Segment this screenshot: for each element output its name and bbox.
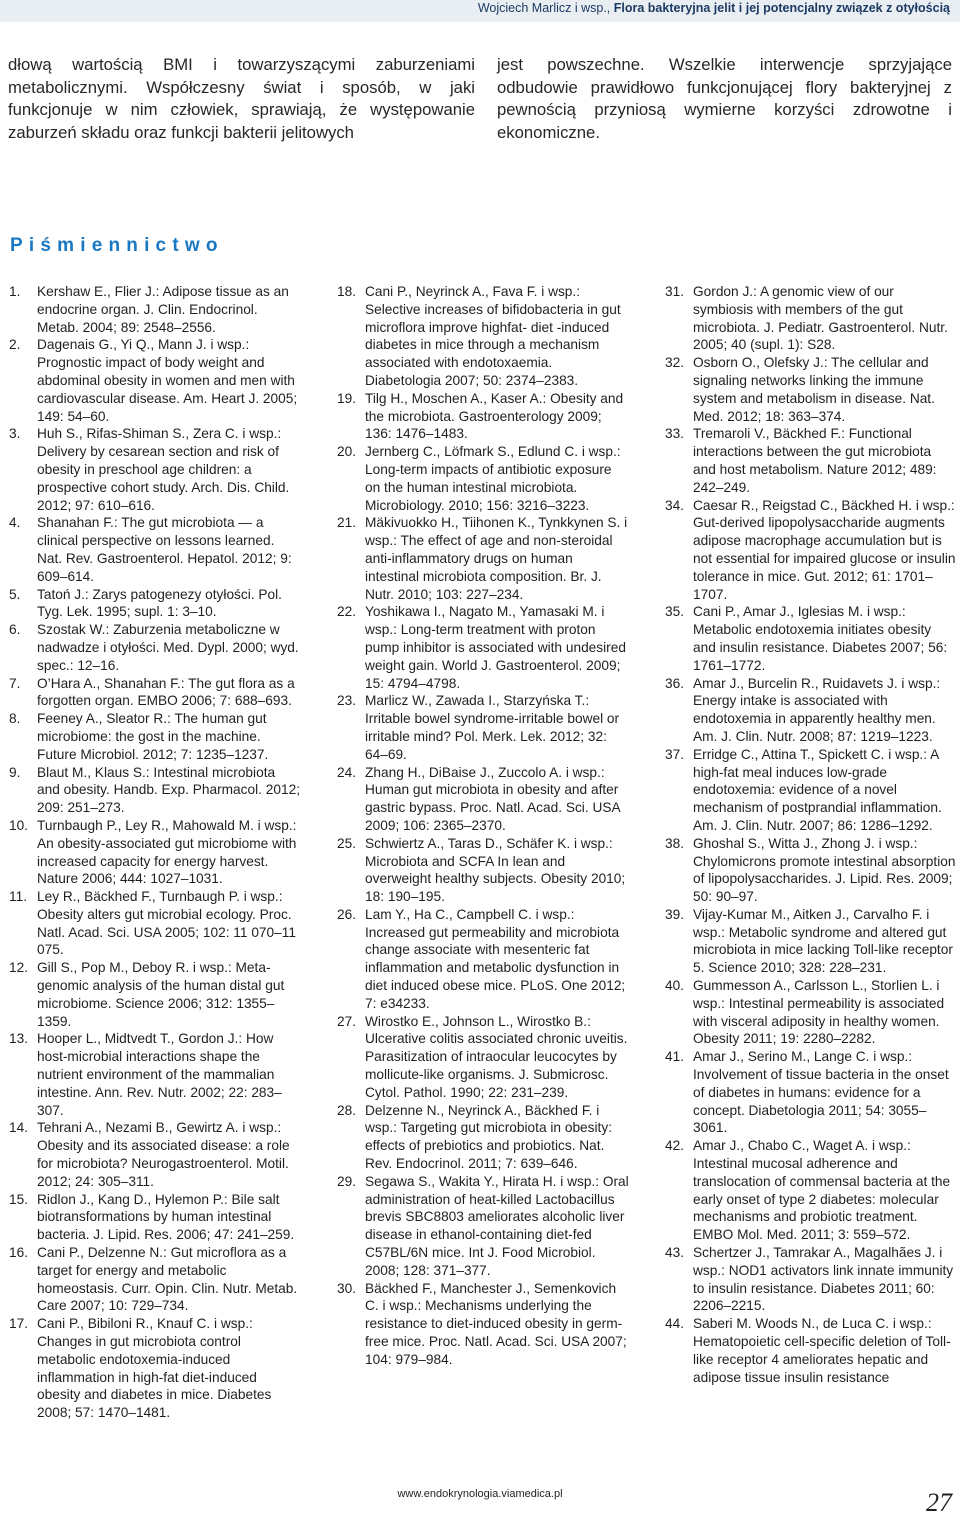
reference-text: O’Hara A., Shanahan F.: The gut flora as a forgotten organ. EMBO 2006; 7: 688–693. [37,675,295,709]
reference-number: 19. [337,390,357,406]
reference-number: 13. [9,1031,29,1047]
reference-text: Cani P., Delzenne N.: Gut microflora as a target for energy and metabolic homeostasis. Curr. Opin. Clin. Nutr. Metab. Care 2007; 10: 729–734. [37,1245,298,1314]
reference-item [337,390,629,443]
intro-text [8,54,952,144]
reference-item [337,906,629,1013]
references-column-3 [665,283,957,1422]
reference-item [665,603,957,674]
reference-item [9,1315,301,1422]
reference-item [665,675,957,746]
reference-number: 35. [665,604,685,620]
reference-item [9,1191,301,1244]
footer-url: www.endokrynologia.viamedica.pl [397,1488,563,1500]
reference-item [665,425,957,496]
reference-item [337,1173,629,1280]
reference-number: 18. [337,284,357,299]
reference-number: 1. [9,284,21,299]
reference-text: Gill S., Pop M., Deboy R. i wsp.: Meta-genomic analysis of the human distal gut microbiome. Science 2006; 312: 1355–1359. [37,960,285,1029]
header-authors: Wojciech Marlicz i wsp., [477,1,611,15]
reference-number: 21. [337,515,357,531]
reference-text: Vijay-Kumar M., Aitken J., Carvalho F. i wsp.: Metabolic syndrome and altered gut microbiota in mice lacking Toll-like receptor 5. Science 2010; 328: 228–231. [693,906,953,976]
reference-item [9,959,301,1030]
reference-text: Huh S., Rifas-Shiman S., Zera C. i wsp.: Delivery by cesarean section and risk of obesity in preschool age children: a prospective cohort study. Arch. Dis. Child. 2012; 97: 610–616. [37,426,290,513]
reference-number: 12. [9,960,29,976]
reference-text: Ley R., Bäckhed F., Turnbaugh P. i wsp.: Obesity alters gut microbial ecology. Proc. Natl. Acad. Sci. USA 2005; 102: 11 070–11 075. [37,889,296,958]
reference-item [9,1119,301,1190]
reference-item [9,888,301,959]
reference-text: Saberi M. Woods N., de Luca C. i wsp.: Hematopoietic cell-specific deletion of Toll-like receptor 4 ameliorates hepatic and adipose tissue insulin resistance [693,1316,951,1385]
reference-item [337,692,629,763]
reference-number: 22. [337,604,357,620]
reference-item [665,1048,957,1137]
reference-text: Cani P., Neyrinck A., Fava F. i wsp.: Selective increases of bifidobacteria in gut microflora improve highfat- diet -induced diabetes in mice through a mechanism associated with endotoxaemia. Diabetologia 2007; 50: 2374–2383. [365,284,621,388]
reference-text: Delzenne N., Neyrinck A., Bäckhed F. i wsp.: Targeting gut microbiota in obesity: effects of prebiotics and probiotics. Nat. Rev. Endocrinol. 2011; 7: 639–646. [365,1102,613,1172]
reference-text: Mäkivuokko H., Tiihonen K., Tynkkynen S. i wsp.: The effect of age and non-steroidal anti-inflammatory drugs on human intestinal microbiota composition. Br. J. Nutr. 2010; 103: 227–234. [365,515,628,602]
reference-item [9,621,301,674]
reference-text: Hooper L., Midtvedt T., Gordon J.: How host-microbial interactions shape the nutrient environment of the mammalian intestine. Ann. Rev. Nutr. 2002; 22: 283–307. [37,1031,282,1118]
reference-item [9,586,301,622]
reference-item [337,283,629,390]
references-column-2 [337,283,629,1422]
running-header [0,0,960,22]
reference-number: 26. [337,906,357,922]
reference-text: Segawa S., Wakita Y., Hirata H. i wsp.: Oral administration of heat-killed Lactobacillus brevis SBC8803 ameliorates alcoholic liver disease in ethanol-containing diet-fed C57BL/6N mice. Int J. Food Microbiol. 2008; 128: 371–377. [365,1173,629,1278]
reference-number: 11. [9,889,28,905]
reference-number: 10. [9,817,29,833]
reference-item [665,977,957,1048]
reference-number: 7. [9,675,21,691]
reference-text: Blaut M., Klaus S.: Intestinal microbiota and obesity. Handb. Exp. Pharmacol. 2012; 209: 251–273. [37,764,301,816]
reference-item [337,1280,629,1369]
reference-number: 32. [665,355,685,371]
reference-text: Ridlon J., Kang D., Hylemon P.: Bile salt biotransformations by human intestinal bacteria. J. Lipid. Res. 2006; 47: 241–259. [37,1191,295,1243]
reference-number: 42. [665,1138,685,1154]
reference-item [337,514,629,603]
reference-number: 36. [665,675,685,691]
reference-text: Szostak W.: Zaburzenia metaboliczne w nadwadze i otyłości. Med. Dypl. 2000; wyd. spec.: 12–16. [37,622,299,673]
reference-text: Amar J., Burcelin R., Ruidavets J. i wsp.: Energy intake is associated with endotoxemia in apparently healthy men. Am. J. Clin. Nutr. 2008; 87: 1219–1223. [693,675,941,744]
reference-number: 31. [665,284,685,299]
reference-item [9,817,301,888]
reference-text: Bäckhed F., Manchester J., Semenkovich C. i wsp.: Mechanisms underlying the resistance to diet-induced obesity in germ-free mice. Proc. Natl. Acad. Sci. USA 2007; 104: 979–984. [365,1280,627,1367]
reference-text: Zhang H., DiBaise J., Zuccolo A. i wsp.: Human gut microbiota in obesity and after gastric bypass. Proc. Natl. Acad. Sci. USA 2009; 106: 2365–2370. [365,764,620,833]
reference-number: 3. [9,426,21,442]
reference-number: 17. [9,1316,29,1332]
reference-item [9,425,301,514]
reference-number: 23. [337,693,357,709]
reference-text: Schwiertz A., Taras D., Schäfer K. i wsp.: Microbiota and SCFA In lean and overweight healthy subjects. Obesity 2010; 18: 190–195. [365,835,626,905]
reference-number: 25. [337,835,357,851]
reference-text: Tatoń J.: Zarys patogenezy otyłości. Pol. Tyg. Lek. 1995; supl. 1: 3–10. [37,586,282,620]
reference-text: Amar J., Chabo C., Waget A. i wsp.: Intestinal mucosal adherence and translocation of commensal bacteria at the early onset of type 2 diabetes: molecular mechanisms and probiotic treatment. EMBO Mol. Med. 2011; 3: 559–572. [693,1138,951,1243]
reference-item [665,283,957,354]
reference-item [9,675,301,711]
reference-number: 14. [9,1120,29,1136]
reference-number: 30. [337,1280,357,1296]
reference-number: 9. [9,764,21,780]
reference-item [9,283,301,336]
reference-text: Osborn O., Olefsky J.: The cellular and signaling networks linking the immune system and metabolism in disease. Nat. Med. 2012; 18: 363–374. [693,355,935,424]
intro-left-column: dłową wartością BMI i towarzyszącymi zaburzeniami metabolicznymi. Współczesny świat i sposób, w jaki funkcjonuje w nim człowiek, sprawiają, że występowanie zaburzeń składu oraz funkcji bakterii jelitowych [8,55,475,142]
reference-text: Gummesson A., Carlsson L., Storlien L. i wsp.: Intestinal permeability is associated with visceral adiposity in healthy women. Obesity 2011; 19: 2280–2282. [693,978,945,1047]
reference-number: 44. [665,1316,685,1332]
reference-text: Dagenais G., Yi Q., Mann J. i wsp.: Prognostic impact of body weight and abdominal obesity in women and men with cardiovascular disease. Am. Heart J. 2005; 149: 54–60. [37,337,298,424]
reference-number: 27. [337,1013,357,1029]
reference-number: 29. [337,1173,357,1189]
reference-number: 34. [665,497,685,513]
reference-text: Marlicz W., Zawada I., Starzyńska T.: Irritable bowel syndrome-irritable bowel or irritable mind? Pol. Merk. Lek. 2012; 32: 64–69. [365,693,620,762]
reference-text: Caesar R., Reigstad C., Bäckhed H. i wsp.: Gut-derived lipopolysaccharide augments adipose macrophage accumulation but is not essential for impaired glucose or insulin tolerance in mice. Gut. 2012; 61: 1701–1707. [693,497,956,602]
reference-text: Turnbaugh P., Ley R., Mahowald M. i wsp.: An obesity-associated gut microbiome with increased capacity for energy harvest. Nature 2006; 444: 1027–1031. [37,817,297,887]
reference-number: 6. [9,622,21,638]
reference-item [665,1244,957,1315]
reference-text: Ghoshal S., Witta J., Zhong J. i wsp.: Chylomicrons promote intestinal absorption of lipopolysaccharides. J. Lipid. Res. 2009; 50: 90–97. [693,835,956,905]
reference-number: 39. [665,906,685,922]
reference-item [9,514,301,585]
reference-number: 24. [337,764,357,780]
reference-number: 37. [665,746,685,762]
reference-number: 41. [665,1049,685,1065]
reference-item [665,497,957,604]
reference-number: 8. [9,711,21,727]
reference-item [665,1137,957,1244]
reference-item [665,835,957,906]
reference-item [665,1315,957,1386]
reference-number: 38. [665,835,685,851]
reference-text: Amar J., Serino M., Lange C. i wsp.: Involvement of tissue bacteria in the onset of diabetes in humans: evidence for a concept. Diabetologia 2011; 54: 3055–3061. [693,1049,949,1136]
reference-item [9,764,301,817]
reference-item [665,354,957,425]
reference-item [9,1244,301,1315]
reference-number: 15. [9,1191,29,1207]
reference-number: 43. [665,1245,685,1261]
reference-text: Kershaw E., Flier J.: Adipose tissue as an endocrine organ. J. Clin. Endocrinol. Metab. 2004; 89: 2548–2556. [37,284,289,335]
reference-text: Yoshikawa I., Nagato M., Yamasaki M. i wsp.: Long-term treatment with proton pump inhibitor is associated with undesired weight gain. World J. Gastroenterol. 2009; 15: 4794–4798. [365,604,626,691]
reference-number: 2. [9,337,21,353]
reference-number: 40. [665,978,685,994]
reference-text: Wirostko E., Johnson L., Wirostko B.: Ulcerative colitis associated chronic uveitis. Parasitization of intraocular leucocytes by mollicute-like organisms. J. Submicrosc. Cytol. Pathol. 1990; 22: 231–239. [365,1013,628,1100]
reference-item [337,603,629,692]
intro-right-column: jest powszechne. Wszelkie interwencje sprzyjające odbudowie prawidłowo funkcjonującej flory bakteryjnej z pewnością przyniosą wymierne korzyści zdrowotne i ekonomiczne. [497,55,952,142]
reference-text: Tilg H., Moschen A., Kaser A.: Obesity and the microbiota. Gastroenterology 2009; 136: 1476–1483. [365,390,624,442]
reference-item [665,746,957,835]
reference-item [9,1030,301,1119]
reference-text: Feeney A., Sleator R.: The human gut microbiome: the gost in the machine. Future Microbiol. 2012; 7: 1235–1237. [37,711,269,762]
reference-text: Tehrani A., Nezami B., Gewirtz A. i wsp.: Obesity and its associated disease: a role for microbiota? Neurogastroenterol. Motil. 2012; 24: 305–311. [37,1120,290,1189]
reference-item [665,906,957,977]
reference-item [337,764,629,835]
references-columns [9,283,959,1422]
reference-item [337,835,629,906]
references-column-1 [9,283,301,1422]
reference-text: Cani P., Amar J., Iglesias M. i wsp.: Metabolic endotoxemia initiates obesity and insulin resistance. Diabetes 2007; 56: 1761–1772. [693,604,948,673]
page-number: 27 [926,1488,952,1517]
reference-number: 4. [9,515,21,531]
reference-text: Lam Y., Ha C., Campbell C. i wsp.: Increased gut permeability and microbiota change associate with mesenteric fat inflammation and metabolic dysfunction in diet induced obese mice. PLoS. One 2012; 7: e34233. [365,906,626,1011]
reference-item [9,336,301,425]
reference-number: 33. [665,426,685,442]
reference-text: Jernberg C., Löfmark S., Edlund C. i wsp.: Long-term impacts of antibiotic exposure on the human intestinal microbiota. Microbiology. 2010; 156: 3216–3223. [365,444,621,513]
reference-number: 5. [9,586,21,602]
reference-item [337,1102,629,1173]
reference-text: Shanahan F.: The gut microbiota — a clinical perspective on lessons learned. Nat. Rev. Gastroenterol. Hepatol. 2012; 9: 609–614. [37,515,292,584]
reference-text: Cani P., Bibiloni R., Knauf C. i wsp.: Changes in gut microbiota control metabolic endotoxemia-induced inflammation in high-fat diet-induced obesity and diabetes in mice. Diabetes 2008; 57: 1470–1481. [37,1316,272,1421]
reference-item [337,443,629,514]
reference-number: 28. [337,1102,357,1118]
section-title-references: Piśmiennictwo [10,235,224,256]
reference-number: 20. [337,444,357,460]
reference-text: Tremaroli V., Bäckhed F.: Functional interactions between the gut microbiota and host metabolism. Nature 2012; 489: 242–249. [693,426,937,495]
reference-text: Schertzer J., Tamrakar A., Magalhães J. i wsp.: NOD1 activators link innate immunity to insulin resistance. Diabetes 2011; 60: 2206–2215. [693,1245,954,1314]
reference-text: Gordon J.: A genomic view of our symbiosis with members of the gut microbiota. J. Pediatr. Gastroenterol. Nutr. 2005; 40 (supl. 1): S28. [693,284,948,353]
reference-item [9,710,301,763]
header-article-title: Flora bakteryjna jelit i jej potencjalny związek z otyłością [613,1,950,15]
reference-item [337,1013,629,1102]
reference-text: Erridge C., Attina T., Spickett C. i wsp.: A high-fat meal induces low-grade endotoxemia: evidence of a novel mechanism of postprandial inflammation. Am. J. Clin. Nutr. 2007; 86: 1286–1292. [693,746,942,833]
reference-number: 16. [9,1245,29,1261]
